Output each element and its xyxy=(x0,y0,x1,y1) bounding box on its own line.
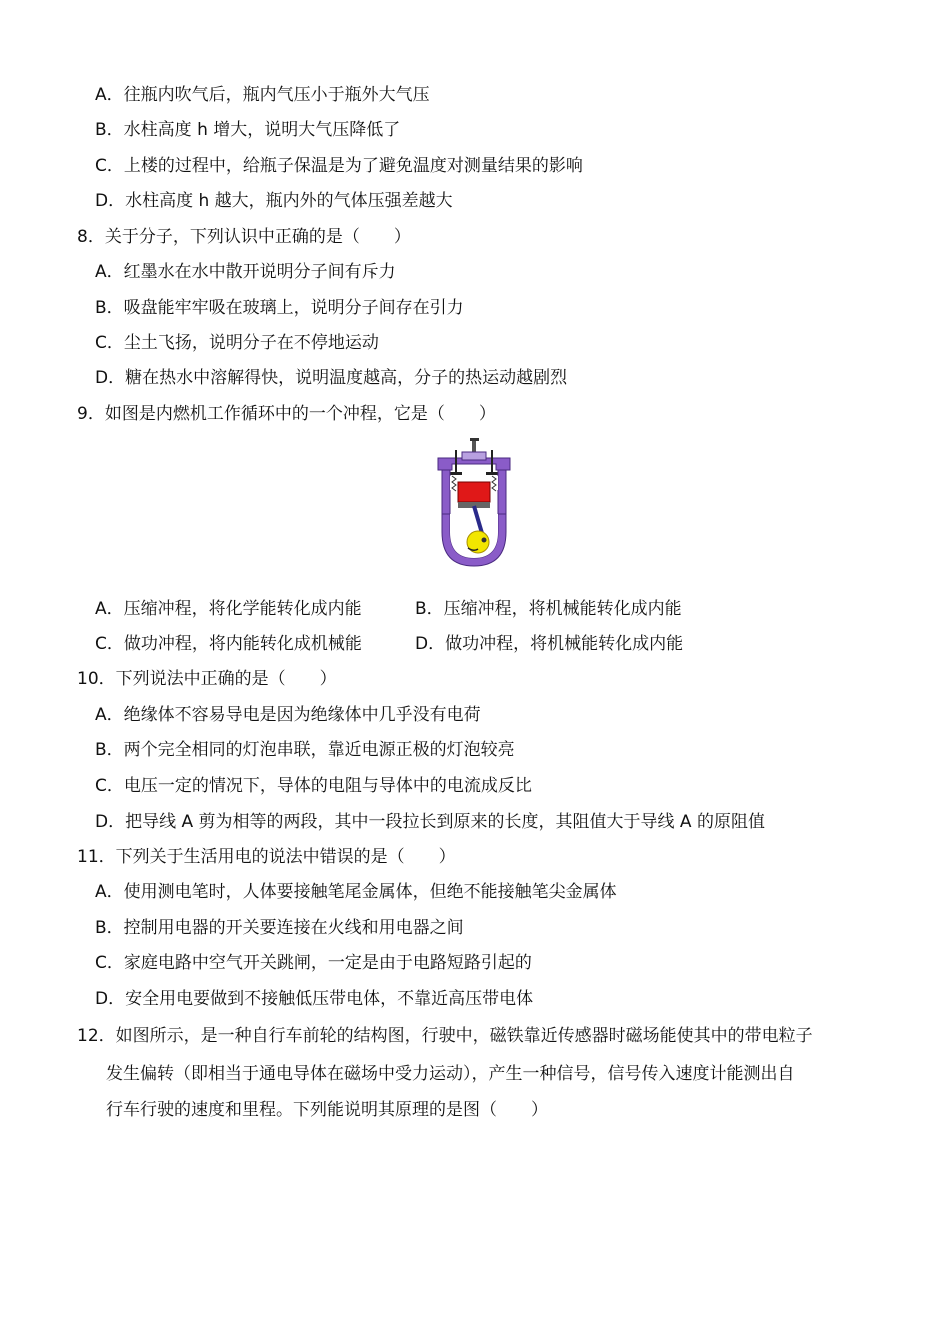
q9-option-b: B．压缩冲程，将机械能转化成内能 xyxy=(415,599,682,619)
q11-stem: 11．下列关于生活用电的说法中错误的是（ ） xyxy=(77,847,456,867)
q11-option-d: D．安全用电要做到不接触低压带电体，不靠近高压带电体 xyxy=(95,989,534,1009)
q7-option-a: A．往瓶内吹气后，瓶内气压小于瓶外大气压 xyxy=(95,85,430,105)
q8-option-b: B．吸盘能牢牢吸在玻璃上，说明分子间存在引力 xyxy=(95,298,464,318)
q10-option-b: B．两个完全相同的灯泡串联，靠近电源正极的灯泡较亮 xyxy=(95,740,515,760)
q11-option-a: A．使用测电笔时，人体要接触笔尾金属体，但绝不能接触笔尖金属体 xyxy=(95,882,617,902)
q9-stem: 9．如图是内燃机工作循环中的一个冲程，它是（ ） xyxy=(77,404,496,424)
q12-stem-line-2: 发生偏转（即相当于通电导体在磁场中受力运动），产生一种信号，信号传入速度计能测出自 xyxy=(106,1064,795,1084)
q7-option-b: B．水柱高度 h 增大，说明大气压降低了 xyxy=(95,120,401,140)
q9-option-d: D．做功冲程，将机械能转化成内能 xyxy=(415,634,684,654)
q11-option-c: C．家庭电路中空气开关跳闸，一定是由于电路短路引起的 xyxy=(95,953,532,973)
q12-stem-line-3: 行车行驶的速度和里程。下列能说明其原理的是图（ ） xyxy=(106,1100,548,1120)
q11-option-b: B．控制用电器的开关要连接在火线和用电器之间 xyxy=(95,918,464,938)
q8-stem: 8．关于分子，下列认识中正确的是（ ） xyxy=(77,227,411,247)
engine-stroke-diagram-icon xyxy=(434,436,514,570)
q12-stem-line-1: 12．如图所示，是一种自行车前轮的结构图，行驶中，磁铁靠近传感器时磁场能使其中的带电粒子 xyxy=(77,1026,813,1046)
q10-option-c: C．电压一定的情况下，导体的电阻与导体中的电流成反比 xyxy=(95,776,532,796)
q7-option-d: D．水柱高度 h 越大，瓶内外的气体压强差越大 xyxy=(95,191,453,211)
q8-option-c: C．尘土飞扬，说明分子在不停地运动 xyxy=(95,333,379,353)
q8-option-a: A．红墨水在水中散开说明分子间有斥力 xyxy=(95,262,396,282)
q10-option-a: A．绝缘体不容易导电是因为绝缘体中几乎没有电荷 xyxy=(95,705,481,725)
q10-stem: 10．下列说法中正确的是（ ） xyxy=(77,669,337,689)
q8-option-d: D．糖在热水中溶解得快，说明温度越高，分子的热运动越剧烈 xyxy=(95,368,568,388)
q10-option-d: D．把导线 A 剪为相等的两段，其中一段拉长到原来的长度，其阻值大于导线 A 的原阻值 xyxy=(95,812,765,832)
q9-option-c: C．做功冲程，将内能转化成机械能 xyxy=(95,634,362,654)
q9-option-a: A．压缩冲程，将化学能转化成内能 xyxy=(95,599,362,619)
q7-option-c: C．上楼的过程中，给瓶子保温是为了避免温度对测量结果的影响 xyxy=(95,156,583,176)
